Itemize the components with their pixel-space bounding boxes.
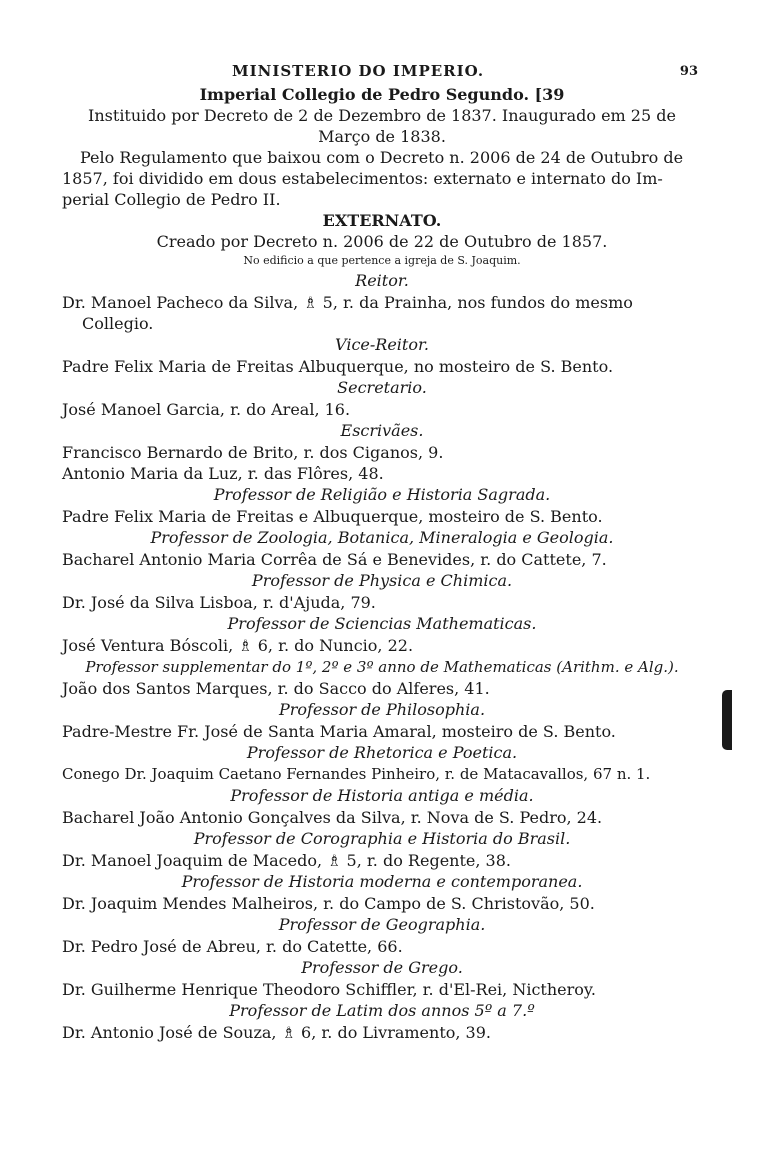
section-title: Professor de Sciencias Mathematicas. xyxy=(227,614,537,633)
section-title: Professor de Historia antiga e média. xyxy=(230,786,534,805)
entry: Bacharel João Antonio Gonçalves da Silva, r. Nova de S. Pedro, 24. xyxy=(62,808,603,827)
section-title: Professor de Religião e Historia Sagrada. xyxy=(213,485,551,504)
entry: Dr. Manoel Joaquim de Macedo, ♗ 5, r. do Regente, 38. xyxy=(62,851,511,870)
regulation-line-2: 1857, foi dividido em dous estabelecimentos: externato e internato do Im- xyxy=(62,169,663,188)
section-title: Professor de Geographia. xyxy=(278,915,486,934)
externato-created: Creado por Decreto n. 2006 de 22 de Outubro de 1857. xyxy=(156,232,608,251)
regulation-line-3: perial Collegio de Pedro II. xyxy=(62,190,281,209)
entry: Padre Felix Maria de Freitas Albuquerque, no mosteiro de S. Bento. xyxy=(62,357,614,376)
section-title: Professor de Physica e Chimica. xyxy=(251,571,513,590)
section-title: Professor de Corographia e Historia do Brasil. xyxy=(193,829,571,848)
entry: Dr. Guilherme Henrique Theodoro Schiffler, r. d'El-Rei, Nictheroy. xyxy=(62,980,596,999)
entry: Dr. Antonio José de Souza, ♗ 6, r. do Livramento, 39. xyxy=(62,1023,491,1042)
regulation-line-1: Pelo Regulamento que baixou com o Decreto n. 2006 de 24 de Outubro de xyxy=(80,148,684,167)
entry: Francisco Bernardo de Brito, r. dos Ciganos, 9. xyxy=(62,443,444,462)
binding-mark xyxy=(722,690,732,750)
section-title: Reitor. xyxy=(355,271,409,290)
entry: Padre-Mestre Fr. José de Santa Maria Amaral, mosteiro de S. Bento. xyxy=(62,722,616,741)
entry: João dos Santos Marques, r. do Sacco do Alferes, 41. xyxy=(62,679,490,698)
entry: Antonio Maria da Luz, r. das Flôres, 48. xyxy=(62,464,384,483)
college-title: Imperial Collegio de Pedro Segundo. [39 xyxy=(199,85,565,104)
entry: Conego Dr. Joaquim Caetano Fernandes Pinheiro, r. de Matacavallos, 67 n. 1. xyxy=(62,765,651,783)
section-title: Professor de Zoologia, Botanica, Mineralogia e Geologia. xyxy=(150,528,614,547)
section-title: Professor de Latim dos annos 5º a 7.º xyxy=(229,1001,535,1020)
founding-line-2: Março de 1838. xyxy=(318,127,446,146)
entry: Dr. Pedro José de Abreu, r. do Catette, 66. xyxy=(62,937,403,956)
page-number: 93 xyxy=(679,64,698,79)
externato-heading: EXTERNATO. xyxy=(322,211,442,230)
entry: Padre Felix Maria de Freitas e Albuquerque, mosteiro de S. Bento. xyxy=(62,507,603,526)
section-title: Escrivães. xyxy=(340,421,424,440)
document-page xyxy=(62,58,702,1043)
section-title: Professor de Historia moderna e contemporanea. xyxy=(181,872,583,891)
entry: José Manoel Garcia, r. do Areal, 16. xyxy=(62,400,351,419)
entry: Bacharel Antonio Maria Corrêa de Sá e Benevides, r. do Cattete, 7. xyxy=(62,550,607,569)
section-title: Secretario. xyxy=(337,378,427,397)
section-title: Professor supplementar do 1º, 2º e 3º anno de Mathematicas (Arithm. e Alg.). xyxy=(85,658,679,676)
entry: Dr. Manoel Pacheco da Silva, ♗ 5, r. da Prainha, nos fundos do mesmo Collegio. xyxy=(62,293,633,333)
entry: Dr. Joaquim Mendes Malheiros, r. do Campo de S. Christovão, 50. xyxy=(62,894,595,913)
ministry-heading: MINISTERIO DO IMPERIO. xyxy=(232,62,485,80)
running-header xyxy=(62,58,702,82)
section-title: Vice-Reitor. xyxy=(335,335,429,354)
externato-location-note: No edificio a que pertence a igreja de S. Joaquim. xyxy=(243,254,521,267)
section-title: Professor de Rhetorica e Poetica. xyxy=(246,743,518,762)
section-title: Professor de Grego. xyxy=(301,958,463,977)
section-title: Professor de Philosophia. xyxy=(278,700,486,719)
founding-line-1: Instituido por Decreto de 2 de Dezembro de 1837. Inaugurado em 25 de xyxy=(88,106,676,125)
entry: José Ventura Bóscoli, ♗ 6, r. do Nuncio, 22. xyxy=(62,636,414,655)
entry: Dr. José da Silva Lisboa, r. d'Ajuda, 79. xyxy=(62,593,376,612)
